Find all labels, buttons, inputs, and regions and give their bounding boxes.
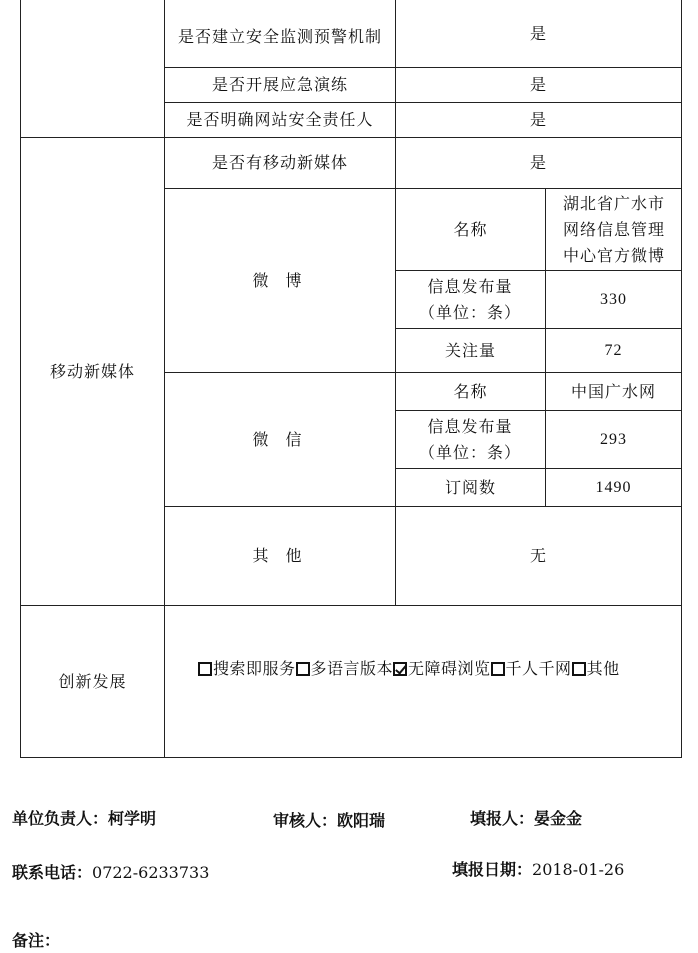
wechat-posts-label: 信息发布量（单位：条） xyxy=(418,416,521,462)
checkbox-icon[interactable] xyxy=(572,662,586,676)
monitoring-label: 是否建立安全监测预警机制 xyxy=(177,27,382,46)
checkbox-icon[interactable] xyxy=(198,662,212,676)
date-line: 填报日期：2018-01-26 xyxy=(452,860,625,879)
has-mobile-media-value: 是 xyxy=(529,153,547,172)
monitoring-value: 是 xyxy=(529,23,547,43)
responsible-value: 是 xyxy=(529,110,547,129)
option-accessible-browsing[interactable]: 无障碍浏览 xyxy=(393,659,491,678)
innovation-options xyxy=(198,656,620,679)
remarks-label: 备注： xyxy=(12,931,61,950)
checkbox-checked-icon[interactable] xyxy=(393,662,407,676)
wechat-name-label: 名称 xyxy=(453,381,488,401)
option-multilingual[interactable]: 多语言版本 xyxy=(296,659,394,678)
other-media-label: 其 他 xyxy=(252,546,308,565)
weibo-followers-label: 关注量 xyxy=(444,340,496,360)
innovation-section-label: 创新发展 xyxy=(58,671,127,691)
table-border-bottom xyxy=(20,757,682,758)
table-border-right xyxy=(681,0,682,757)
weibo-name-value: 湖北省广水市网络信息管理中心官方微博 xyxy=(562,193,665,265)
wechat-label: 微 信 xyxy=(252,429,308,449)
wechat-subscribers-label: 订阅数 xyxy=(444,477,496,497)
option-search-as-service[interactable]: 搜索即服务 xyxy=(198,659,296,678)
filler-line: 填报人：晏金金 xyxy=(470,809,583,828)
unit-head-line: 单位负责人：柯学明 xyxy=(12,809,157,828)
option-personalized[interactable]: 千人千网 xyxy=(491,659,572,678)
checkbox-icon[interactable] xyxy=(491,662,505,676)
wechat-name-value: 中国广水网 xyxy=(570,381,656,401)
drill-label: 是否开展应急演练 xyxy=(211,75,348,94)
weibo-label: 微 博 xyxy=(252,270,308,290)
mobile-media-section-label: 移动新媒体 xyxy=(49,361,135,381)
checkbox-icon[interactable] xyxy=(296,662,310,676)
weibo-posts-value: 330 xyxy=(600,290,627,308)
other-media-value: 无 xyxy=(529,546,547,565)
wechat-posts-value: 293 xyxy=(600,430,627,448)
drill-value: 是 xyxy=(529,75,547,94)
reviewer-line: 审核人：欧阳瑞 xyxy=(273,811,386,830)
wechat-subscribers-value: 1490 xyxy=(595,478,632,496)
weibo-followers-value: 72 xyxy=(604,341,623,359)
phone-line: 联系电话：0722-6233733 xyxy=(12,863,210,882)
option-other[interactable]: 其他 xyxy=(572,659,620,678)
weibo-posts-label: 信息发布量（单位：条） xyxy=(418,276,521,322)
has-mobile-media-label: 是否有移动新媒体 xyxy=(211,153,348,172)
weibo-name-label: 名称 xyxy=(453,219,488,239)
responsible-label: 是否明确网站安全责任人 xyxy=(186,110,374,129)
